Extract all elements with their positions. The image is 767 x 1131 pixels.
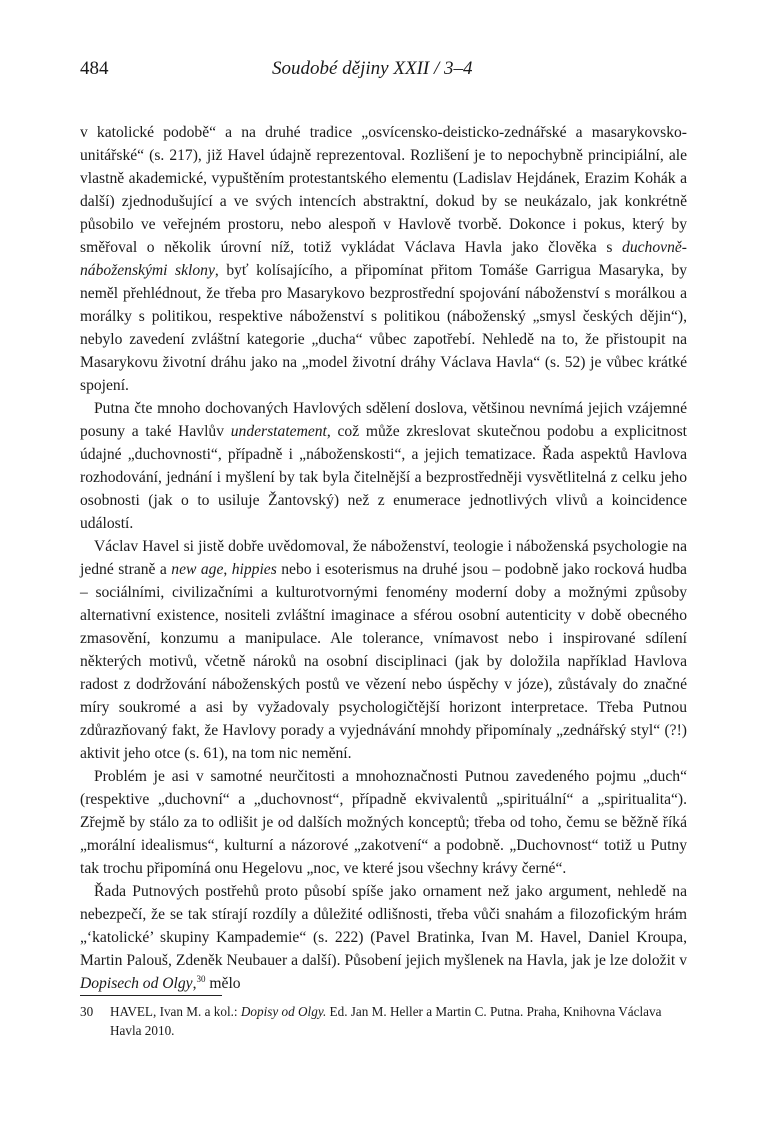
footnote-text (110, 1002, 687, 1040)
paragraph-5-text-b: mělo (205, 975, 241, 992)
paragraph-3-text-b: nebo i esoterismus na druhé jsou – podobně jako rocková hudba – sociálními, civilizačními a kulturotvornými fenomény moderní doby a možnými způsoby alternativní existence, nositeli zvláštní imaginace a sférou osobní autenticity v době obecného zmasovění, konzumu a manipulace. Ale tolerance, vnímavost nebo i inspirované sdílení některých motivů, včetně nároků na osobní disciplinaci (jak by doložila například Havlova radost z dodržování náboženských postů ve vězení nebo úspěchy v józe), zůstávaly do značné míry soukromé a asi by vyžadovaly psychologičtější horizont interpretace. Třeba Putnou zdůrazňovaný fakt, že Havlovy porady a vyjednávání mnohdy připomínaly „zednářský styl“ (?!) aktivit jeho otce (s. 61), na tom nic nemění. (80, 561, 687, 762)
paragraph-3 (80, 535, 687, 765)
paragraph-4-text: Problém je asi v samotné neurčitosti a mnohoznačnosti Putnou zavedeného pojmu „duch“ (respektive „duchovní“ a „duchovnost“, případně ekvivalentů „spirituální“ a „spiritualita“). Zřejmě by stálo za to odlišit je od dalších možných konceptů; třeba od toho, čemu se běžně říká „morální idealismus“, kulturní a názorové „zakotvení“ a podobně. „Duchovnost“ totiž u Putny tak trochu připomíná onu Hegelovu „noc, ve které jsou všechny krávy černé“. (80, 768, 687, 877)
paragraph-5-text-a: Řada Putnových postřehů proto působí spíše jako ornament než jako argument, nehledě na nebezpečí, že se tak stírají rozdíly a důležité odlišnosti, třeba vůči snahám a filozofickým hrám „‘katolické’ skupiny Kampademie“ (s. 222) (Pavel Bratinka, Ivan M. Havel, Daniel Kroupa, Martin Palouš, Zdeněk Neubauer a další). Působení jejich myšlenek na Havla, jak je lze doložit v (80, 883, 687, 969)
footnote-title: Dopisy od Olgy. (240, 1004, 327, 1019)
paragraph-5-emphasis: Dopisech od Olgy (80, 975, 193, 992)
paragraph-2 (80, 397, 687, 535)
paragraph-1-emphasis: duchovně-náboženskými sklony (80, 239, 687, 279)
article-body (80, 121, 687, 995)
page-header (80, 58, 687, 82)
footnote-text-a: HAVEL, Ivan M. a kol.: (110, 1004, 241, 1019)
footnote-reference: 30 (196, 973, 206, 984)
paragraph-1-text-a: v katolické podobě“ a na druhé tradice „osvícensko-deisticko-zednářské a masarykovsko-unitářské“ (s. 217), již Havel údajně reprezentoval. Rozlišení je to nepochybně principiální, ale vlastně akademické, vypuštěním protestantského elementu (Ladislav Hejdánek, Erazim Kohák a další) zjednodušující a ve svých intencích abstraktní, dokud by se neukázalo, jak konkrétně působilo ve veřejném prostoru, nebo alespoň v Havlově tvorbě. Dokonce i pokus, který by směřoval o několik úrovní níž, totiž vykládat Václava Havla jako člověka s (80, 124, 687, 256)
paragraph-2-text-b: , což může zkreslovat skutečnou podobu a explicitnost údajné „duchovnosti“, případně i „náboženskosti“, a jejich tematizace. Řada aspektů Havlova rozhodování, jednání i myšlení by tak byla čitelnější a bezprostředněji vysvětlitelná z celku jeho osobnosti (jak o to usiluje Žantovský) než z enumerace jednotlivých vlivů a koincidence událostí. (80, 423, 687, 532)
footnote (80, 1002, 687, 1040)
paragraph-2-emphasis: understatement (230, 423, 327, 440)
running-title: Soudobé dějiny XXII / 3–4 (272, 58, 473, 79)
paragraph-5 (80, 880, 687, 995)
page-number: 484 (80, 58, 109, 79)
paragraph-3-text-a: Václav Havel si jistě dobře uvědomoval, že náboženství, teologie i náboženská psychologie na jedné straně a (80, 538, 687, 578)
paragraph-3-emphasis-2: hippies (231, 561, 277, 578)
paragraph-3-emphasis-1: new age (171, 561, 224, 578)
paragraph-1 (80, 121, 687, 397)
footnote-number: 30 (80, 1004, 94, 1019)
paragraph-2-text-a: Putna čte mnoho dochovaných Havlových sdělení doslova, většinou nevnímá jejich vzájemné posuny a také Havlův (80, 400, 687, 440)
paragraph-5-separator: , (192, 975, 197, 992)
paragraph-1-text-b: , byť kolísajícího, a připomínat přitom Tomáše Garrigua Masaryka, by neměl přehlédnout, že třeba pro Masarykovo bezprostřední spojování náboženství s morálkou a morálky s politikou, respektive náboženství s politikou (náboženský „smysl českých dějin“), nebylo zavedení zvláštní kategorie „ducha“ vůbec zapotřebí. Nehledě na to, že přistoupit na Masarykovu životní dráhu jako na „model životní dráhy Václava Havla“ (s. 52) je vůbec krátké spojení. (80, 262, 687, 394)
footnote-text-b: Ed. Jan M. Heller a Martin C. Putna. Praha, Knihovna Václava Havla 2010. (110, 1004, 662, 1038)
footnote-divider (80, 995, 222, 996)
paragraph-4 (80, 765, 687, 880)
paragraph-3-separator: , (223, 561, 232, 578)
